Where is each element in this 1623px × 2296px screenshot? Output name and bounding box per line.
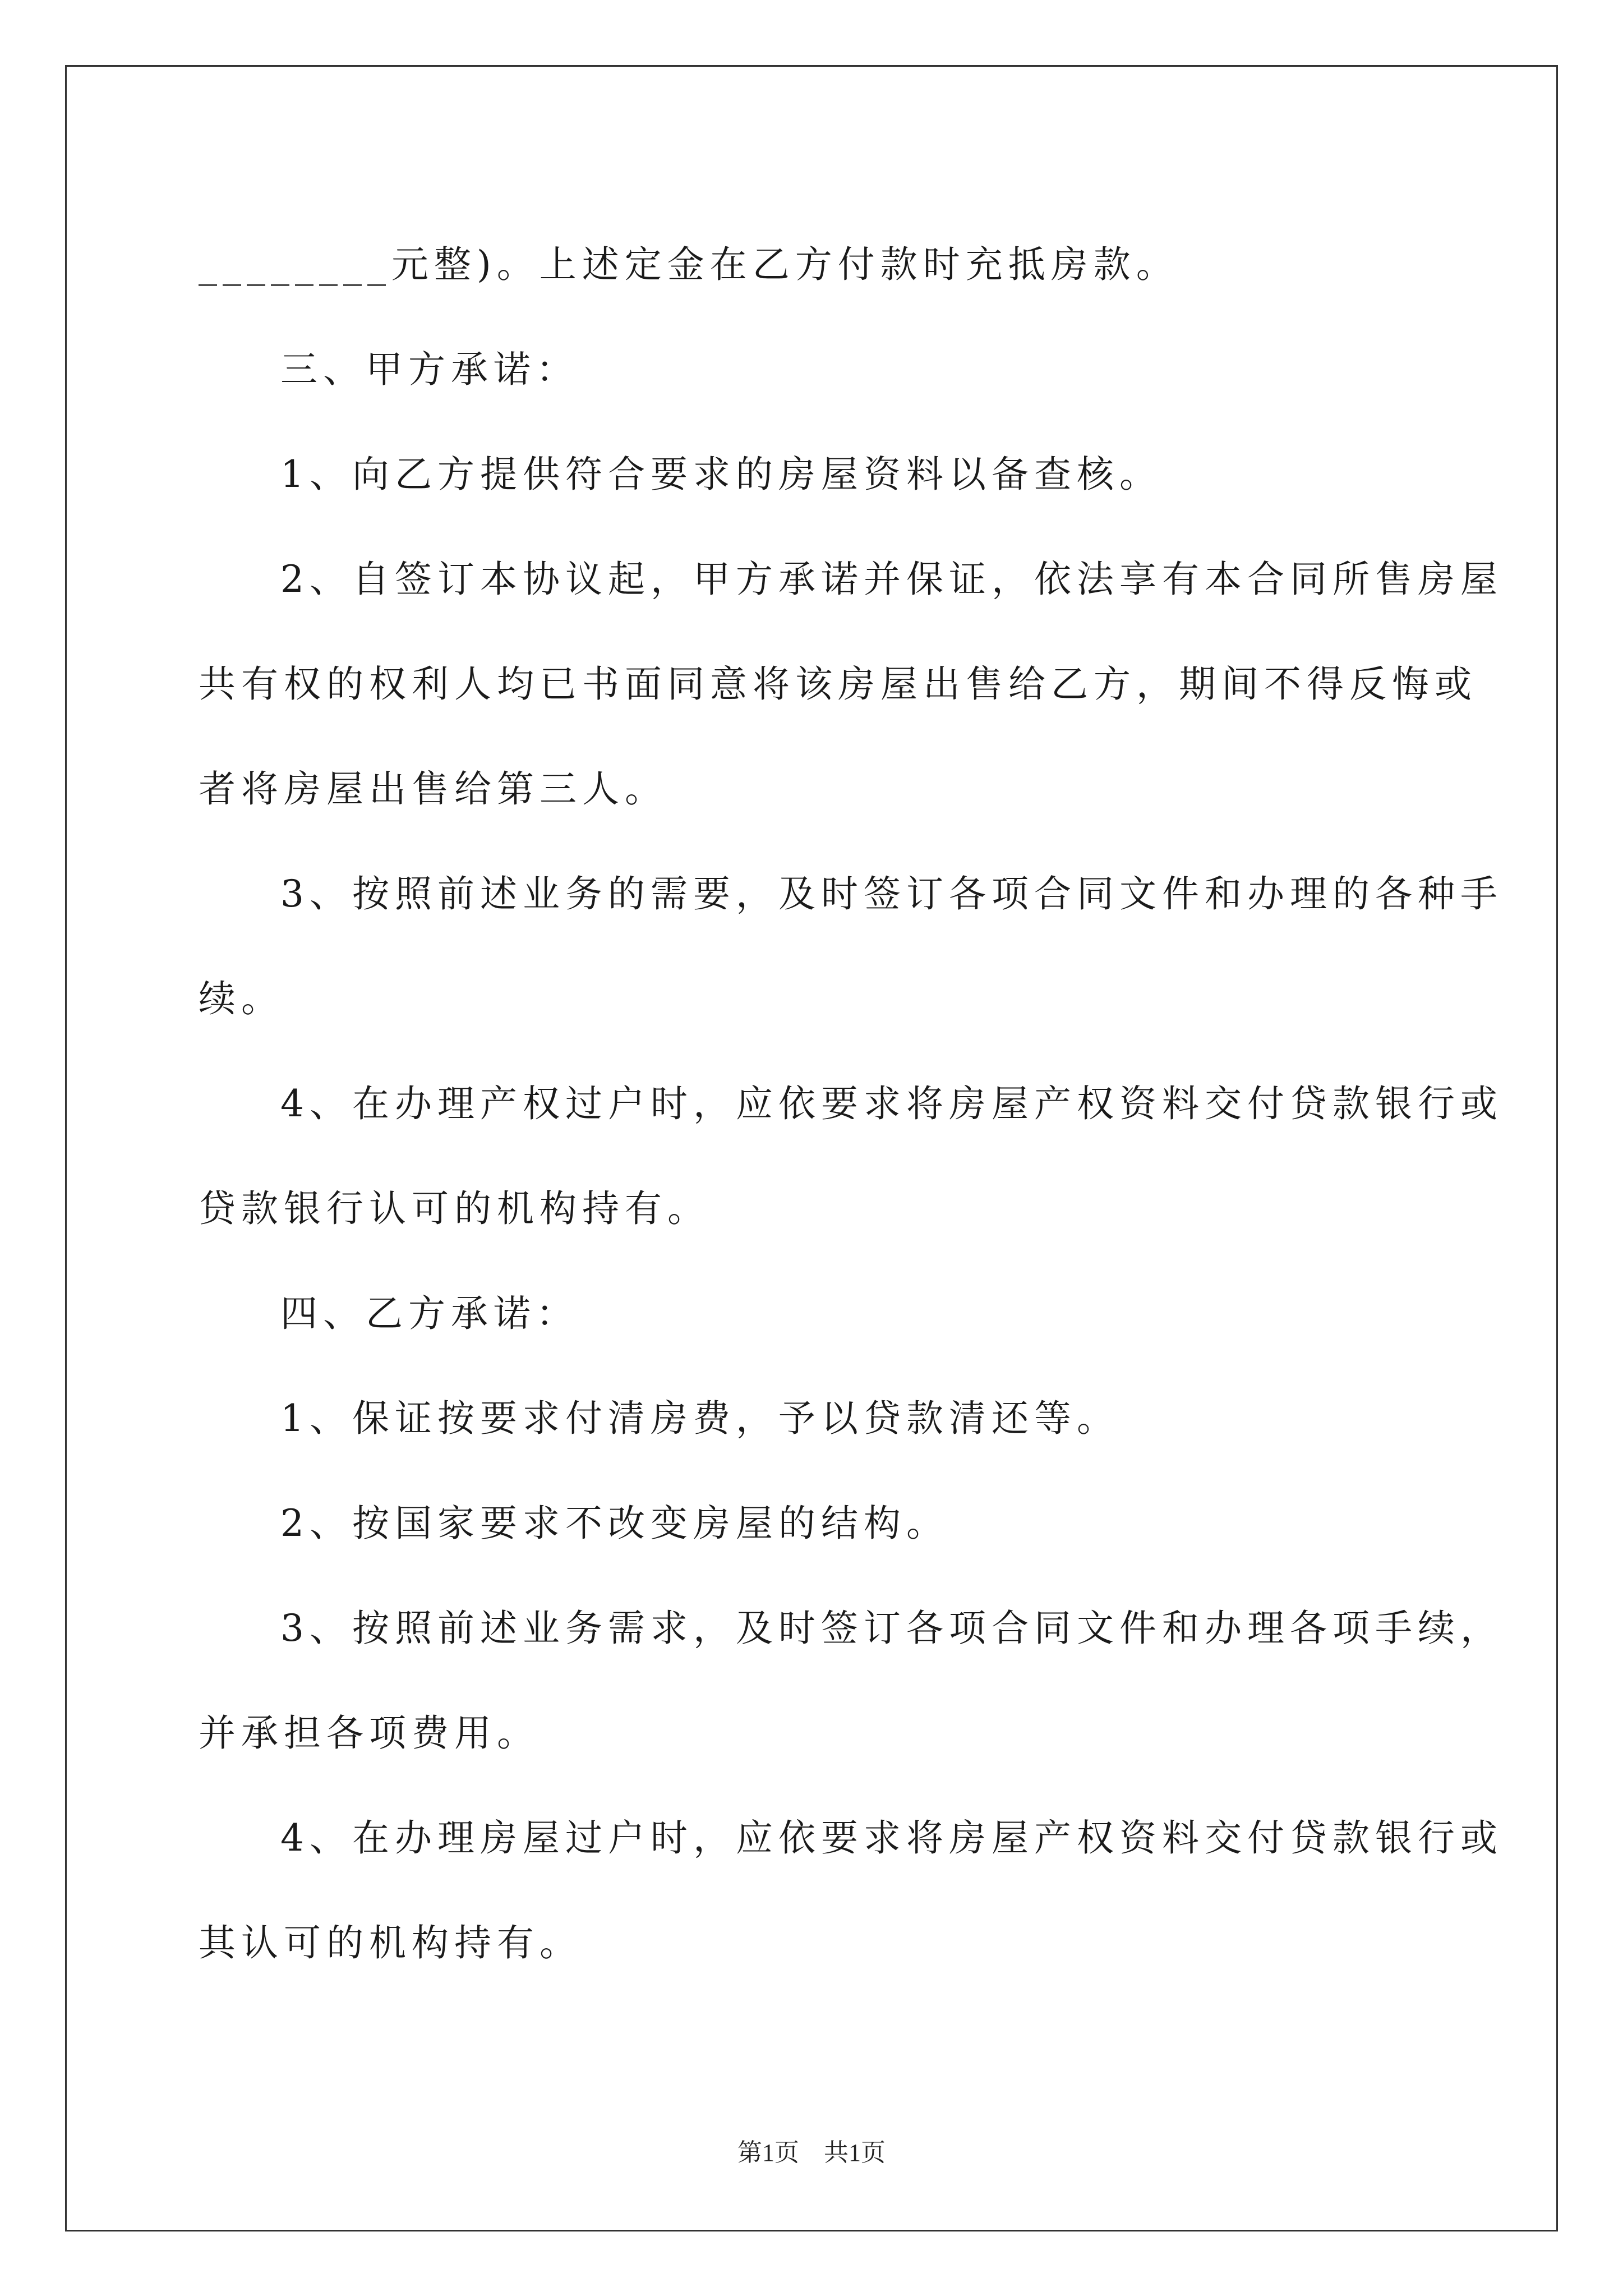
line-7: 3、按照前述业务的需要，及时签订各项合同文件和办理的各种手 (280, 872, 1503, 915)
line-4: 2、自签订本协议起，甲方承诺并保证，依法享有本合同所售房屋 (280, 558, 1503, 601)
section-4-heading: 四、乙方承诺： (280, 1292, 579, 1335)
line-8: 续。 (199, 977, 284, 1020)
line-13: 2、按国家要求不改变房屋的结构。 (280, 1502, 949, 1545)
line-16: 4、在办理房屋过户时，应依要求将房屋产权资料交付贷款银行或 (280, 1816, 1503, 1860)
line-3: 1、向乙方提供符合要求的房屋资料以备查核。 (280, 453, 1162, 496)
line-1: ________元整)。上述定金在乙方付款时充抵房款。 (199, 243, 1179, 286)
line-12: 1、保证按要求付清房费，予以贷款清还等。 (280, 1397, 1119, 1440)
line-17: 其认可的机构持有。 (199, 1921, 582, 1964)
line-6: 者将房屋出售给第三人。 (199, 767, 667, 811)
line-9: 4、在办理产权过户时，应依要求将房屋产权资料交付贷款银行或 (280, 1082, 1503, 1125)
line-14: 3、按照前述业务需求，及时签订各项合同文件和办理各项手续， (280, 1607, 1503, 1650)
section-3-heading: 三、甲方承诺： (280, 348, 579, 391)
line-15: 并承担各项费用。 (199, 1711, 540, 1755)
document-body (199, 212, 1503, 1995)
line-5: 共有权的权利人均已书面同意将该房屋出售给乙方，期间不得反悔或 (199, 662, 1477, 706)
page-number-footer: 第1页 共1页 (737, 2139, 886, 2166)
line-10: 贷款银行认可的机构持有。 (199, 1187, 710, 1230)
